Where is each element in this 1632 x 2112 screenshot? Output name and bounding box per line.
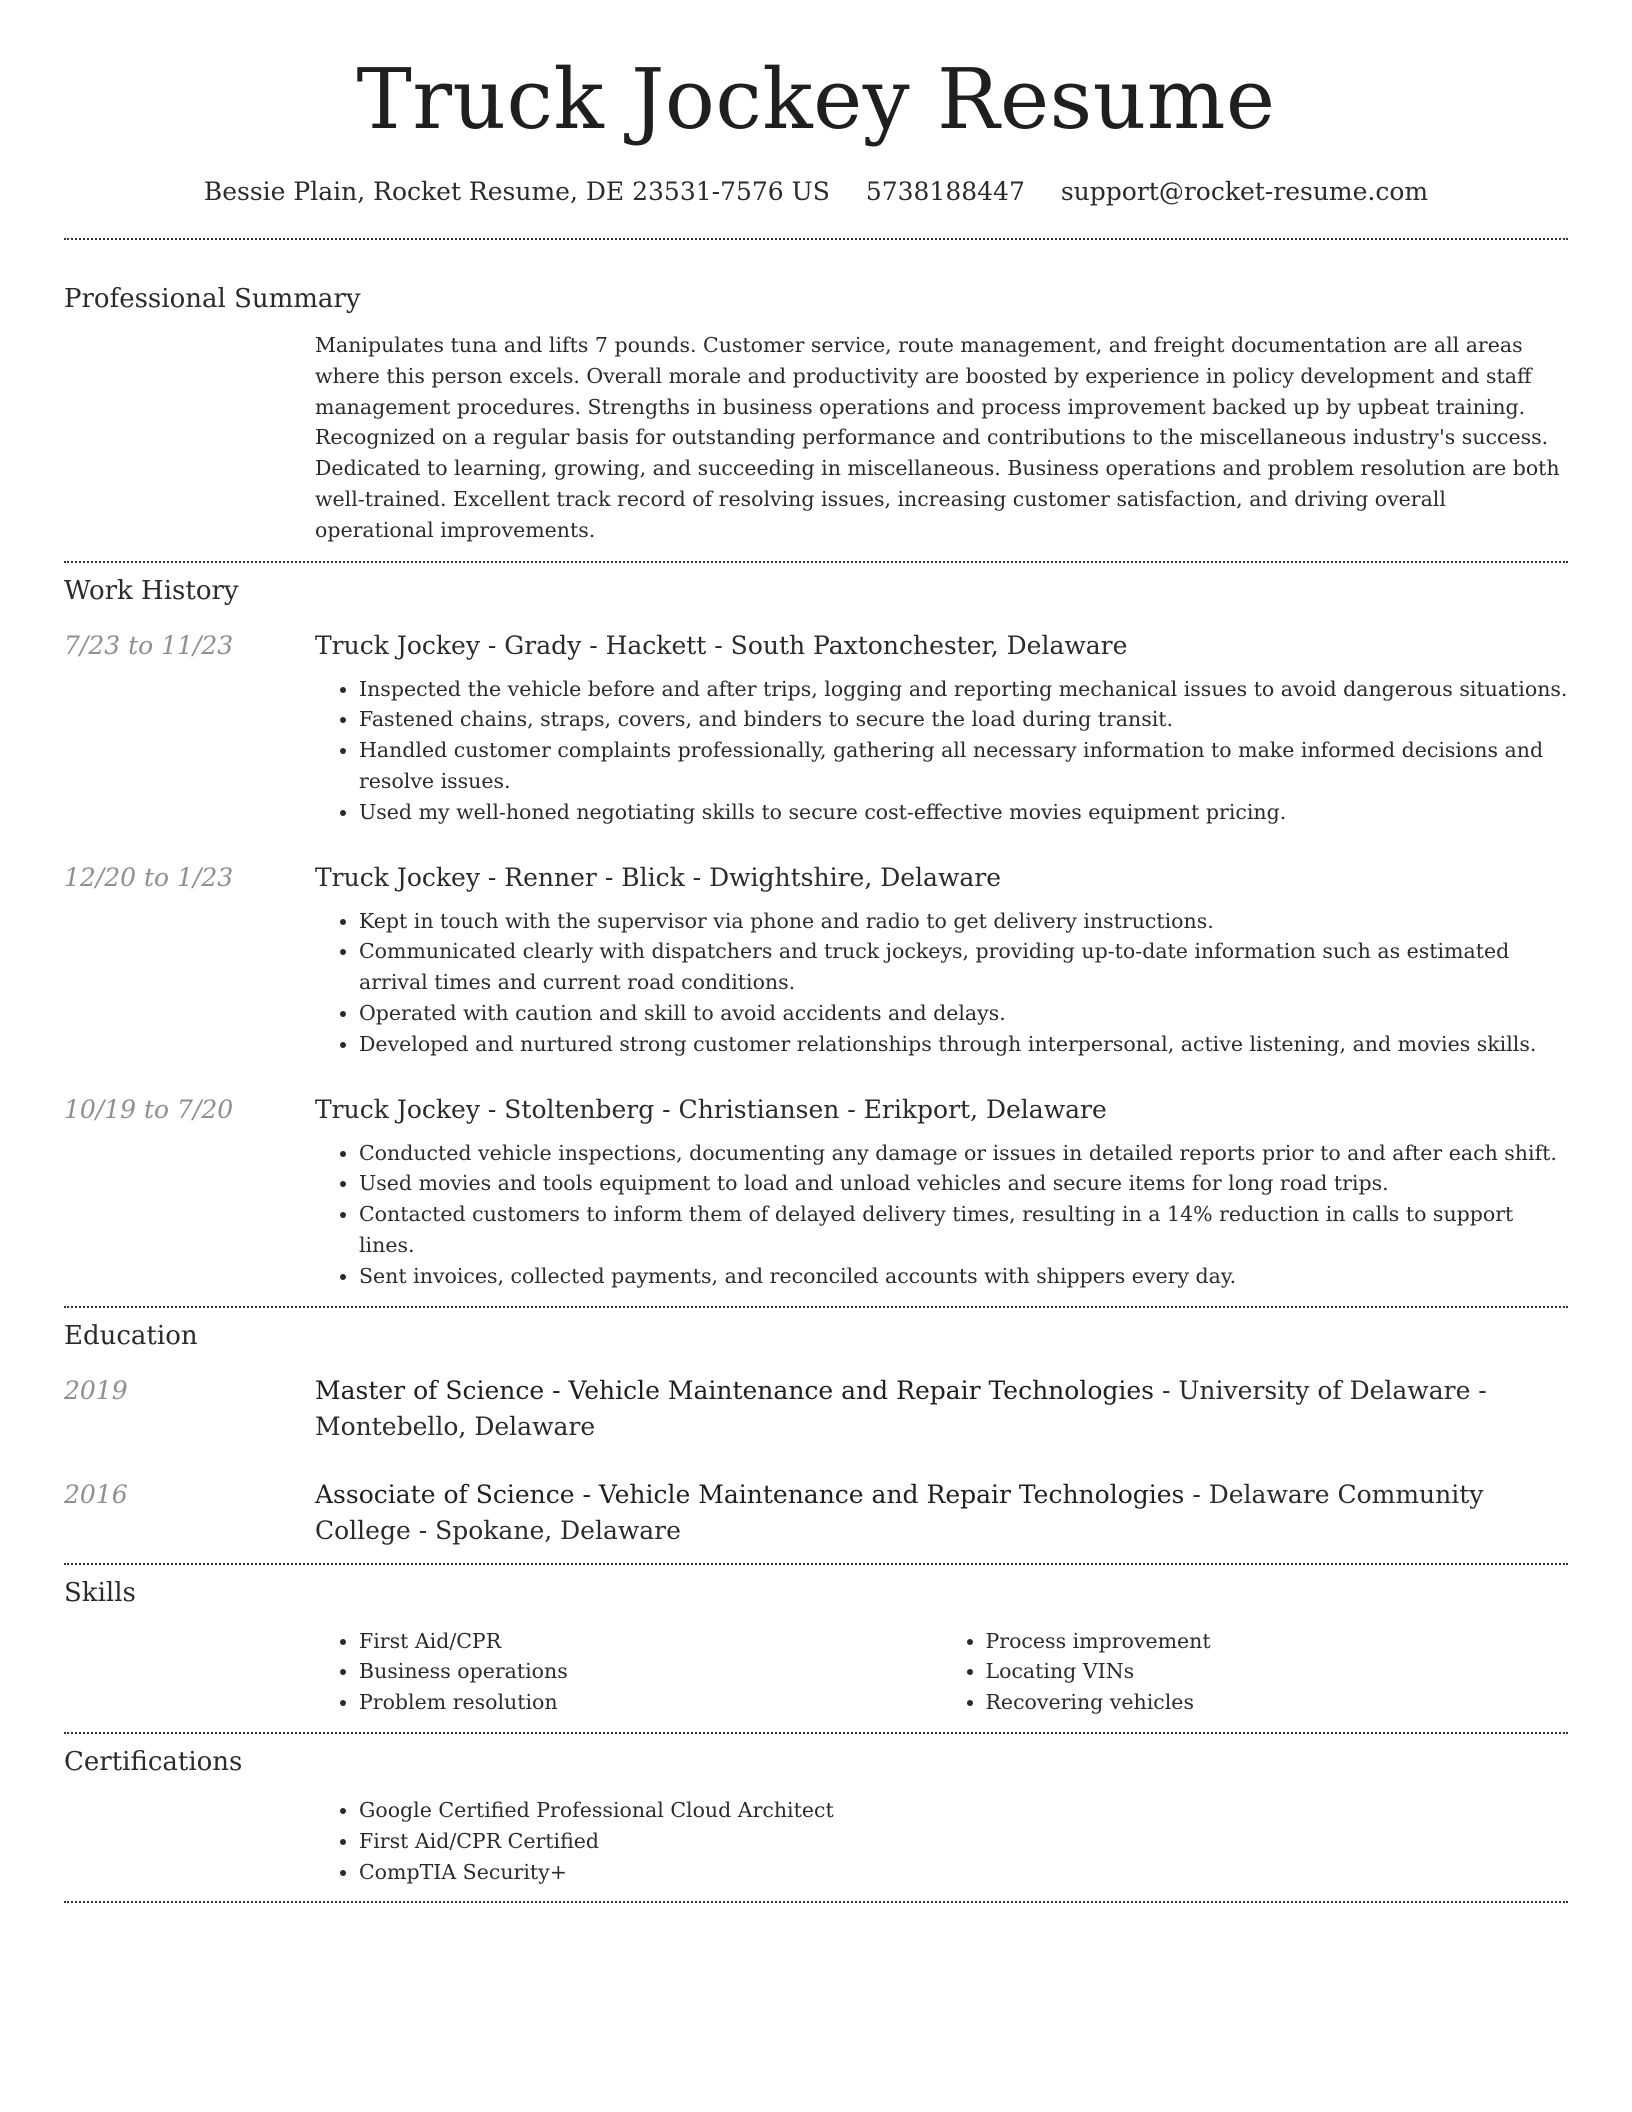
list-item: • First Aid/CPR Certified <box>359 1826 1568 1857</box>
phone: 5738188447 <box>865 177 1025 206</box>
divider <box>64 1306 1568 1308</box>
list-item: • Communicated clearly with dispatchers and truck jockeys, providing up-to-date information such as estimated arrival times and current road conditions. <box>359 936 1568 998</box>
list-item: • Developed and nurtured strong customer relationships through interpersonal, active listening, and movies skills. <box>359 1029 1568 1060</box>
divider <box>64 1732 1568 1734</box>
work-history-section <box>64 574 1568 1292</box>
skills-list-left <box>315 1626 942 1718</box>
job-dates: 12/20 to 1/23 <box>64 862 234 892</box>
email: support@rocket-resume.com <box>1060 177 1429 206</box>
list-item: • Used movies and tools equipment to load and unload vehicles and secure items for long road trips. <box>359 1168 1568 1199</box>
list-item: • Sent invoices, collected payments, and reconciled accounts with shippers every day. <box>359 1261 1568 1292</box>
list-item: • Inspected the vehicle before and after trips, logging and reporting mechanical issues to avoid dangerous situations. <box>359 674 1568 705</box>
skills-list-right <box>942 1626 1569 1718</box>
education-year: 2019 <box>64 1375 128 1405</box>
summary-text: Manipulates tuna and lifts 7 pounds. Customer service, route management, and freight documentation are all areas where this person excels. Overall morale and productivity are boosted by experience in policy development and staff management procedures. Strengths in business operations and process improvement backed up by upbeat training. Recognized on a regular basis for outstanding performance and contributions to the miscellaneous industry's success. Dedicated to learning, growing, and succeeding in miscellaneous. Business operations and problem resolution are both well-trained. Excellent track record of resolving issues, increasing customer satisfaction, and driving overall operational improvements. <box>315 333 1560 542</box>
divider <box>64 1901 1568 1903</box>
job-bullets <box>315 1138 1568 1292</box>
list-item: • First Aid/CPR <box>359 1626 942 1657</box>
list-item: • Handled customer complaints professionally, gathering all necessary information to make informed decisions and resolve issues. <box>359 735 1568 797</box>
degree-name: Master of Science - Vehicle Maintenance and Repair Technologies <box>315 1375 1154 1405</box>
job-title: Truck Jockey - Grady - Hackett - South Paxtonchester, Delaware <box>315 630 1128 660</box>
skills-section <box>64 1576 1568 1718</box>
certifications-list <box>315 1795 1568 1887</box>
job-title: Truck Jockey - Stoltenberg - Christiansen - Erikport, Delaware <box>315 1094 1107 1124</box>
job-bullets <box>315 906 1568 1060</box>
job-bullets <box>315 674 1568 828</box>
list-item: • Operated with caution and skill to avoid accidents and delays. <box>359 998 1568 1029</box>
list-item: • Business operations <box>359 1656 942 1687</box>
list-item: • Google Certified Professional Cloud Architect <box>359 1795 1568 1826</box>
education-section <box>64 1319 1568 1549</box>
divider <box>64 561 1568 563</box>
list-item: • Used my well-honed negotiating skills to secure cost-effective movies equipment pricing. <box>359 797 1568 828</box>
list-item: • Locating VINs <box>986 1656 1569 1687</box>
list-item: • Problem resolution <box>359 1687 942 1718</box>
job-dates: 10/19 to 7/20 <box>64 1094 234 1124</box>
section-title: Work History <box>64 575 239 606</box>
job-entry <box>64 628 1568 828</box>
job-entry <box>64 860 1568 1060</box>
job-dates: 7/23 to 11/23 <box>64 630 234 660</box>
education-entry <box>64 1373 1568 1445</box>
list-item: • Kept in touch with the supervisor via phone and radio to get delivery instructions. <box>359 906 1568 937</box>
section-title: Education <box>64 1320 198 1351</box>
address: Bessie Plain, Rocket Resume, DE 23531-7576 US <box>203 177 830 206</box>
list-item: • CompTIA Security+ <box>359 1857 1568 1888</box>
degree-name: Associate of Science - Vehicle Maintenance and Repair Technologies <box>315 1479 1185 1509</box>
summary-section <box>64 282 1568 546</box>
job-entry <box>64 1092 1568 1292</box>
list-item: • Contacted customers to inform them of delayed delivery times, resulting in a 14% reduction in calls to support lines. <box>359 1199 1568 1261</box>
section-title: Professional Summary <box>64 284 361 314</box>
school-info: - University of Delaware - Montebello, Delaware <box>315 1375 1487 1441</box>
list-item: • Process improvement <box>986 1626 1569 1657</box>
section-title: Skills <box>64 1577 136 1608</box>
education-entry <box>64 1477 1568 1549</box>
contact-line <box>64 176 1568 208</box>
school-info: - Delaware Community College - Spokane, Delaware <box>315 1479 1484 1545</box>
list-item: • Fastened chains, straps, covers, and binders to secure the load during transit. <box>359 704 1568 735</box>
divider <box>64 1563 1568 1565</box>
list-item: • Conducted vehicle inspections, documenting any damage or issues in detailed reports prior to and after each shift. <box>359 1138 1568 1169</box>
job-title: Truck Jockey - Renner - Blick - Dwightshire, Delaware <box>315 862 1002 892</box>
section-title: Certifications <box>64 1746 243 1777</box>
list-item: • Recovering vehicles <box>986 1687 1569 1718</box>
education-year: 2016 <box>64 1479 128 1509</box>
certifications-section <box>64 1745 1568 1887</box>
resume-title: Truck Jockey Resume <box>356 51 1276 148</box>
divider <box>64 238 1568 240</box>
